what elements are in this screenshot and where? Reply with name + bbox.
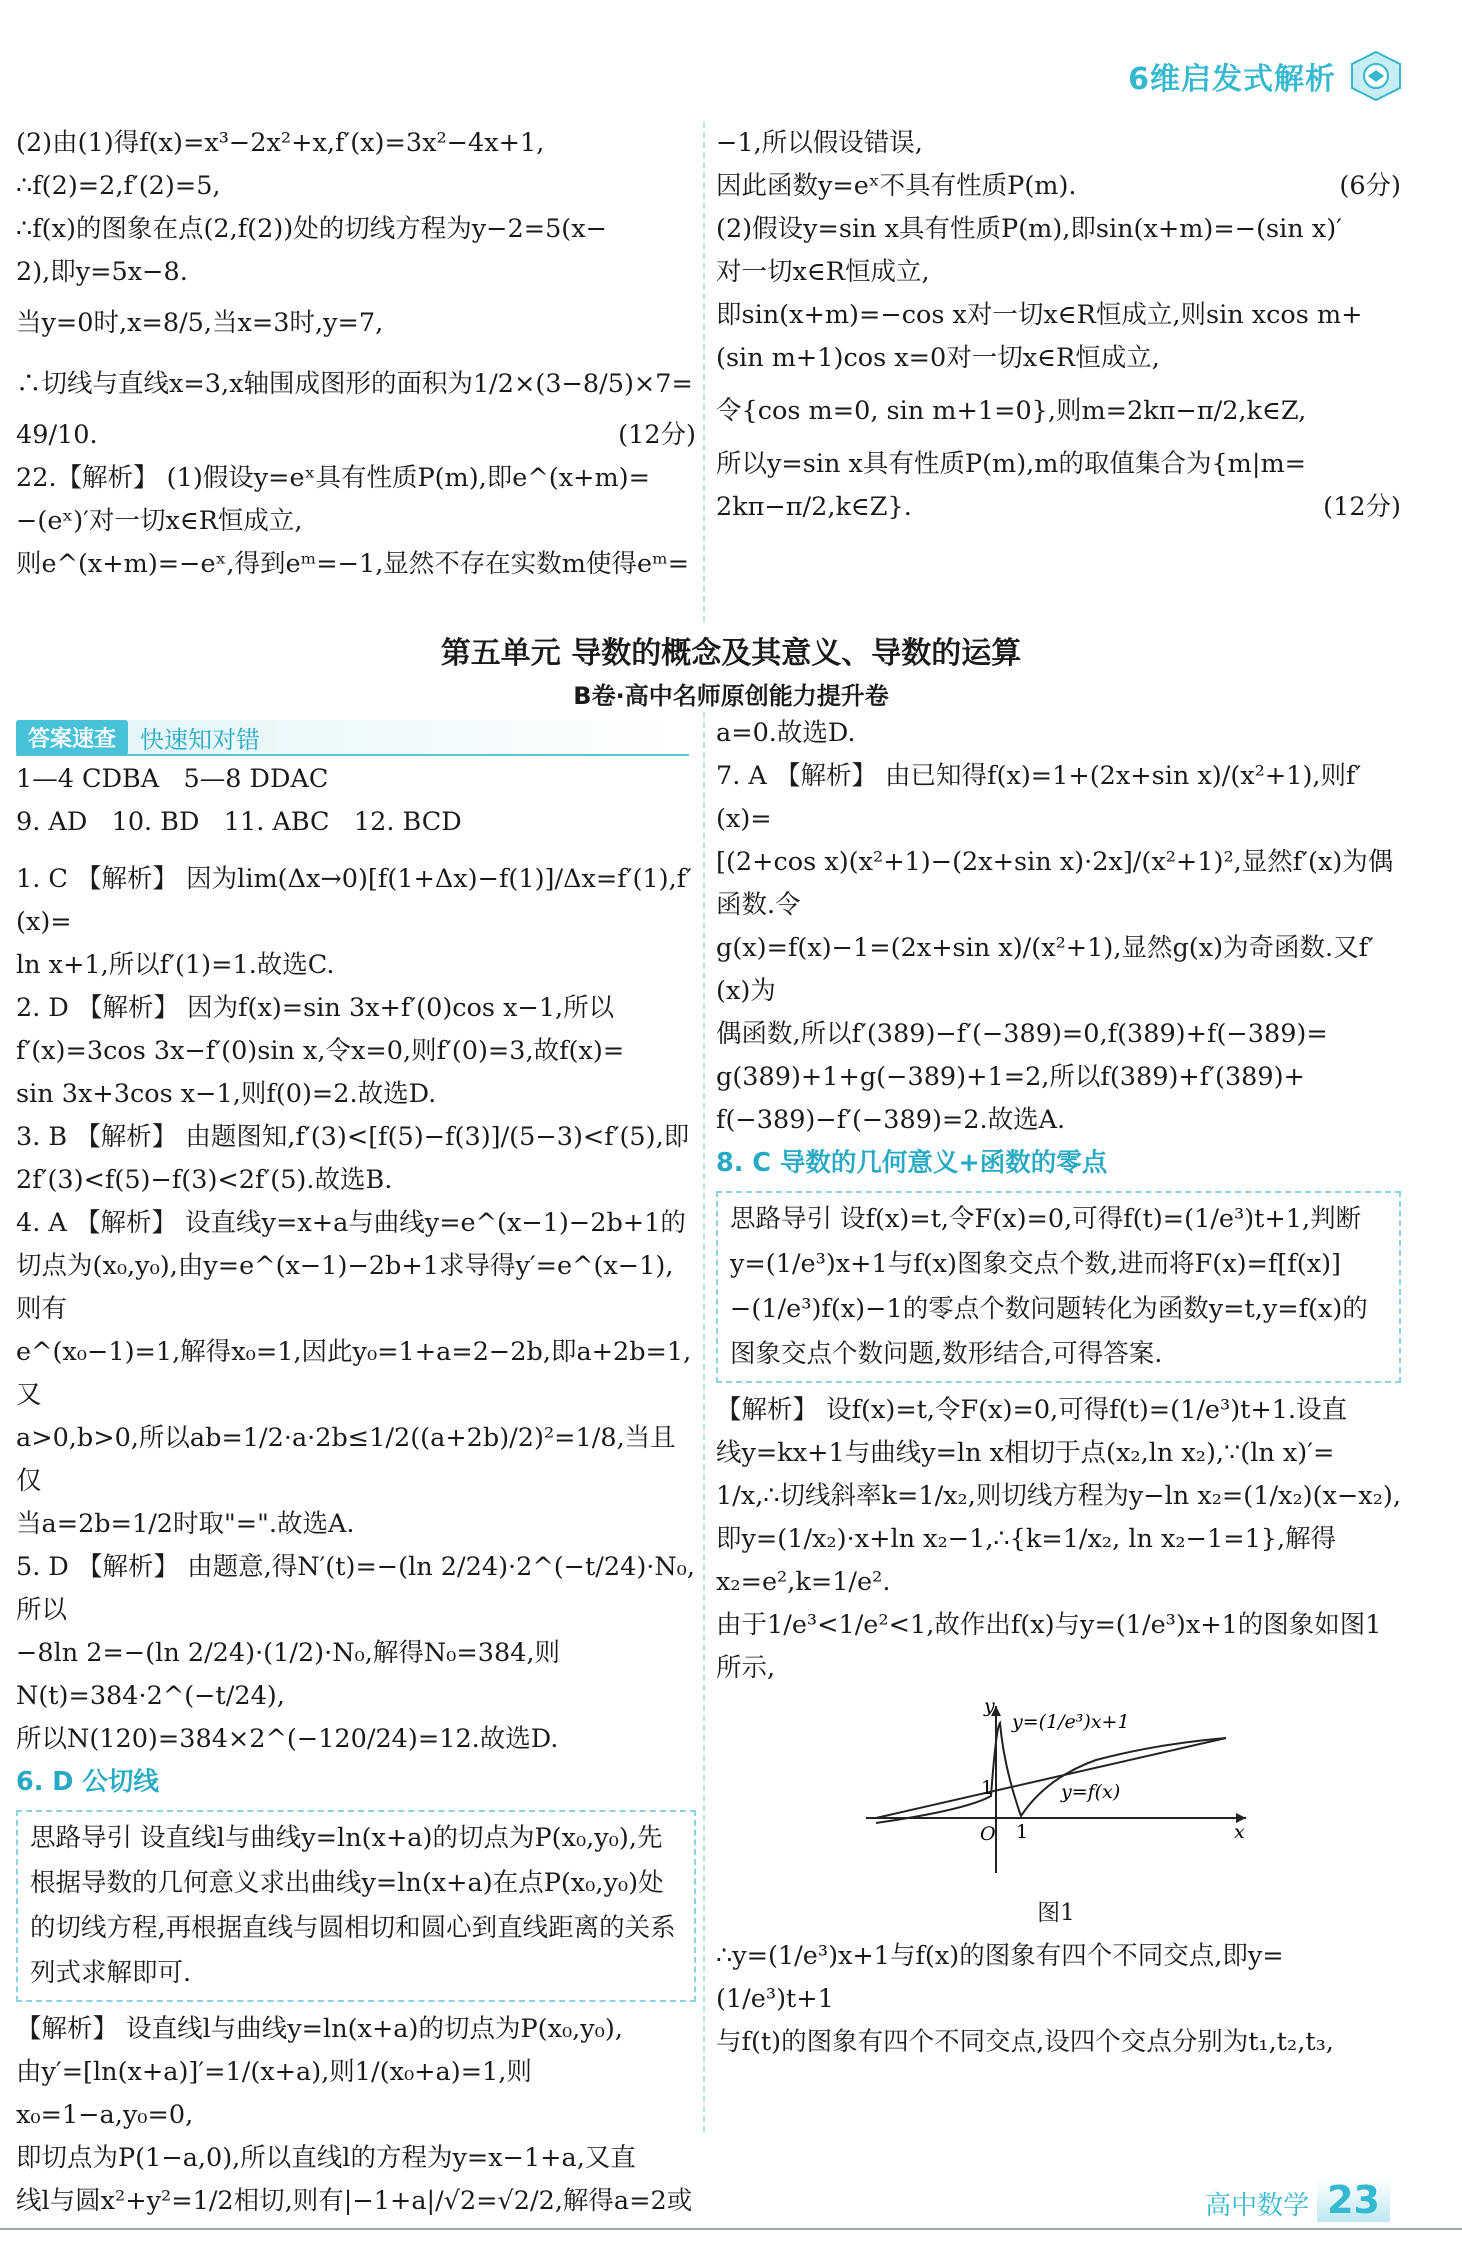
answer-check-tag: 答案速查 [16, 720, 128, 755]
hint-text: 思路导引 设f(x)=t,令F(x)=0,可得f(t)=(1/e³)t+1,判断y=(1/e³)x+1与f(x)图象交点个数,进而将F(x)=f[f(x)]−(1/e³)f(x)−1的零点个数问题转化为函数y=t,y=f(x)的图象交点个数问题,数形结合,可得答案. [730, 1204, 1368, 1369]
text-line: ∴f(x)的图象在点(2,f(2))处的切线方程为y−2=5(x− [16, 214, 608, 244]
score-label: (12分) [618, 420, 696, 450]
page-footer [1205, 2178, 1390, 2222]
text-line: 当y=0时,x=8/5,当x=3时,y=7, [16, 308, 384, 338]
figure-caption: 图1 [1037, 1900, 1075, 1926]
solution-line: 由于1/e³<1/e²<1,故作出f(x)与y=(1/e³)x+1的图象如图1 [716, 1610, 1382, 1640]
curve-label: y=f(x) [1061, 1781, 1121, 1803]
solution-line: 所示, [716, 1653, 776, 1683]
solution-line: 即y=(1/x₂)·x+ln x₂−1,∴{k=1/x₂, ln x₂−1=1},解得x₂=e²,k=1/e². [716, 1524, 1337, 1597]
unit-title: 第五单元 导数的概念及其意义、导数的运算 [440, 636, 1022, 671]
text-line [716, 165, 1401, 208]
text-line: 所以y=sin x具有性质P(m),m的取值集合为{m|m= [716, 449, 1306, 479]
solution-line: 即切点为P(1−a,0),所以直线l的方程为y=x−1+a,又直 [16, 2143, 636, 2173]
answer-row: 9. AD 10. BD 11. ABC 12. BCD [16, 807, 462, 837]
book-logo-icon [1348, 50, 1404, 102]
text-line [716, 486, 1401, 529]
footer-rule [0, 2228, 1462, 2230]
solution-line: 4. A 【解析】 设直线y=x+a与曲线y=e^(x−1)−2b+1的 [16, 1208, 686, 1238]
text-line: −1,所以假设错误, [716, 128, 923, 158]
solution-line: 线y=kx+1与曲线y=ln x相切于点(x₂,ln x₂),∵(ln x)′= [716, 1438, 1335, 1468]
solution-line: f(−389)−f′(−389)=2.故选A. [716, 1105, 1066, 1135]
column-divider [703, 122, 705, 622]
line-label: y=(1/e³)x+1 [1012, 1711, 1130, 1733]
y-tick-label: 1 [981, 1777, 994, 1799]
solution-line: e^(x₀−1)=1,解得x₀=1,因此y₀=1+a=2−2b,即a+2b=1,又 [16, 1337, 692, 1410]
curve-f [876, 1723, 1226, 1823]
text-line: 对一切x∈R恒成立, [716, 257, 930, 287]
solution-line: 由y′=[ln(x+a)]′=1/(x+a),则1/(x₀+a)=1,则x₀=1−a,y₀=0, [16, 2057, 532, 2130]
text-line: 49/10. [16, 420, 98, 450]
origin-label: O [980, 1823, 996, 1845]
solution-line: 线l与圆x²+y²=1/2相切,则有|−1+a|/√2=√2/2,解得a=2或 [16, 2186, 693, 2216]
solution-line: 3. B 【解析】 由题图知,f′(3)<[f(5)−f(3)]/(5−3)<f′(5),即 [16, 1122, 690, 1152]
solution-line: 5. D 【解析】 由题意,得N′(t)=−(ln 2/24)·2^(−t/24)·N₀,所以 [16, 1552, 696, 1625]
solution-line: g(x)=f(x)−1=(2x+sin x)/(x²+1),显然g(x)为奇函数.又f′(x)为 [716, 933, 1374, 1006]
solution-line: 1/x,∴切线斜率k=1/x₂,则切线方程为y−ln x₂=(1/x₂)(x−x₂), [716, 1481, 1401, 1511]
hint-box [716, 1191, 1401, 1383]
text-line: 22.【解析】 (1)假设y=eˣ具有性质P(m),即e^(x+m)= [16, 463, 650, 493]
text-line: (2)由(1)得f(x)=x³−2x²+x,f′(x)=3x²−4x+1, [16, 128, 545, 158]
solution-line: 1. C 【解析】 因为lim(Δx→0)[f(1+Δx)−f(1)]/Δx=f′(1),f′(x)= [16, 864, 692, 937]
solution-line: 2. D 【解析】 因为f(x)=sin 3x+f′(0)cos x−1,所以 [16, 993, 615, 1023]
solution-line: 偶函数,所以f′(389)−f′(−389)=0,f(389)+f(−389)= [716, 1019, 1328, 1049]
column-divider [703, 712, 705, 2132]
tangent-line [876, 1738, 1226, 1818]
solution-line: 切点为(x₀,y₀),由y=e^(x−1)−2b+1求导得y′=e^(x−1),则有 [16, 1251, 674, 1324]
answer-check-sub: 快速知对错 [140, 725, 261, 754]
y-axis-label: y [984, 1698, 995, 1717]
solution-heading: 8. C 导数的几何意义+函数的零点 [716, 1148, 1108, 1178]
top-right-column [716, 122, 1401, 529]
text-line: (sin m+1)cos x=0对一切x∈R恒成立, [716, 343, 1160, 373]
top-left-column [16, 122, 696, 586]
text-line: ∴切线与直线x=3,x轴围成图形的面积为1/2×(3−8/5)×7= [16, 369, 693, 399]
hint-text: 思路导引 设直线l与曲线y=ln(x+a)的切点为P(x₀,y₀),先根据导数的几何意义求出曲线y=ln(x+a)在点P(x₀,y₀)处的切线方程,再根据直线与圆相切和圆心到直线距离的关系列式求解即可. [30, 1823, 676, 1988]
text-line: −(eˣ)′对一切x∈R恒成立, [16, 506, 303, 536]
score-label: (12分) [1323, 492, 1401, 522]
bottom-left-column [16, 758, 696, 2223]
text-line [16, 414, 696, 457]
answer-row: 1—4 CDBA 5—8 DDAC [16, 764, 329, 794]
hint-box [16, 1810, 696, 2002]
unit-subtitle: B卷·高中名师原创能力提升卷 [573, 682, 889, 710]
solution-line: −8ln 2=−(ln 2/24)·(1/2)·N₀,解得N₀=384,则N(t)=384·2^(−t/24), [16, 1638, 561, 1711]
solution-line: g(389)+1+g(−389)+1=2,所以f(389)+f′(389)+ [716, 1062, 1305, 1092]
score-label: (6分) [1339, 171, 1401, 201]
solution-line: ln x+1,所以f′(1)=1.故选C. [16, 950, 335, 980]
x-tick-label: 1 [1016, 1821, 1029, 1843]
answer-check-bar [16, 720, 689, 756]
text-line: ∴f(2)=2,f′(2)=5, [16, 171, 221, 201]
solution-line: 与f(t)的图象有四个不同交点,设四个交点分别为t₁,t₂,t₃, [716, 2027, 1334, 2057]
solution-line: [(2+cos x)(x²+1)−(2x+sin x)·2x]/(x²+1)²,显然f′(x)为偶函数.令 [716, 847, 1394, 920]
function-graph [856, 1698, 1256, 1878]
header-title: 6维启发式解析 [1128, 62, 1336, 97]
solution-line: a>0,b>0,所以ab=1/2·a·2b≤1/2((a+2b)/2)²=1/8,当且仅 [16, 1423, 676, 1496]
solution-line: 【解析】 设f(x)=t,令F(x)=0,可得f(t)=(1/e³)t+1.设直 [716, 1395, 1348, 1425]
solution-line: 2f′(3)<f(5)−f(3)<2f′(5).故选B. [16, 1165, 393, 1195]
solution-line: f′(x)=3cos 3x−f′(0)sin x,令x=0,则f′(0)=3,故f(x)= [16, 1036, 625, 1066]
footer-subject: 高中数学 [1205, 2191, 1310, 2221]
figure-1 [856, 1698, 1401, 1935]
solution-line: sin 3x+3cos x−1,则f(0)=2.故选D. [16, 1079, 437, 1109]
page-header [1128, 50, 1404, 102]
text-line: 2),即y=5x−8. [16, 257, 188, 287]
solution-line: 所以N(120)=384×2^(−120/24)=12.故选D. [16, 1724, 559, 1754]
text-line: 即sin(x+m)=−cos x对一切x∈R恒成立,则sin xcos m+ [716, 300, 1363, 330]
solution-line: a=0.故选D. [716, 718, 856, 748]
solution-line: 7. A 【解析】 由已知得f(x)=1+(2x+sin x)/(x²+1),则f′(x)= [716, 761, 1362, 834]
x-axis-label: x [1234, 1821, 1245, 1843]
text-line: 2kπ−π/2,k∈Z}. [716, 492, 912, 522]
text-line: (2)假设y=sin x具有性质P(m),即sin(x+m)=−(sin x)′ [716, 214, 1342, 244]
solution-line: 【解析】 设直线l与曲线y=ln(x+a)的切点为P(x₀,y₀), [16, 2014, 623, 2044]
solution-line: ∴y=(1/e³)x+1与f(x)的图象有四个不同交点,即y=(1/e³)t+1 [716, 1941, 1284, 2014]
text-line: 因此函数y=eˣ不具有性质P(m). [716, 171, 1077, 201]
bottom-right-column [716, 712, 1401, 2064]
solution-line: 当a=2b=1/2时取"=".故选A. [16, 1509, 355, 1539]
solution-heading: 6. D 公切线 [16, 1767, 159, 1797]
page-number: 23 [1317, 2178, 1390, 2222]
text-line: 令{cos m=0, sin m+1=0},则m=2kπ−π/2,k∈Z, [716, 396, 1307, 426]
text-line: 则e^(x+m)=−eˣ,得到eᵐ=−1,显然不存在实数m使得eᵐ= [16, 549, 690, 579]
